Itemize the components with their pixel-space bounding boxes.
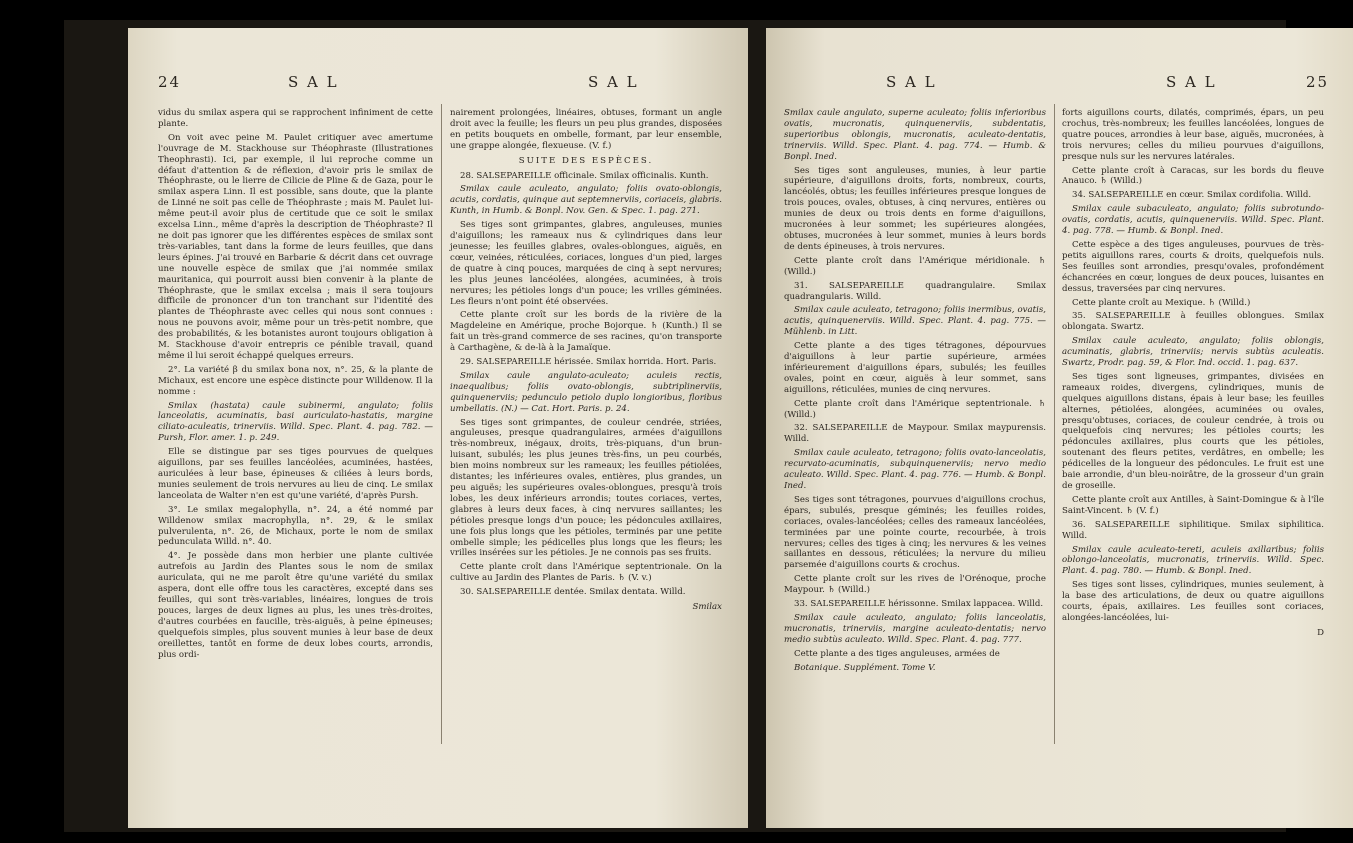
paragraph: On voit avec peine M. Paulet critiquer avec amertume l'ouvrage de M. Stackhouse sur Théophraste (Illustrationes Theophrasti). Ici, par exemple, il lui reproche comme un défaut d'attention & de réflexion, d'avoir pris le smilax de Théophraste, ou le lierre de Cilicie de Pline & de Gaza, pour le smilax aspera Linn. Il est possible, sans doute, que la plante de Linné ne soit pas celle de Théophraste ; mais M. Paulet lui-même peut-il avoir plus de certitude que ce soit le smilax excelsa Linn., même d'après la description de Théophraste? Il ne doit pas ignorer que les différentes espèces de smilax sont très-variables, tant dans la forme de leurs feuilles, que dans leurs épines. J'ai trouvé en Barbarie & décrit dans cet ouvrage une nouvelle espèce de smilax que j'ai nommée smilax mauritanica, qui pourroit aussi bien convenir à la plante de Théophraste, que le smilax excelsa ; mais il sera toujours difficile de prononcer d'un ton tranchant sur l'identité des plantes de Théophraste avec celles qui nous sont connues : nous ne pouvons avoir, même pour un très-petit nombre, que des probabilités, & les botanistes auront toujours obligation à M. Stackhouse d'avoir entrepris ce pénible travail, quand même il lui seroit échappé quelques erreurs.: [158, 132, 433, 361]
paragraph: forts aiguillons courts, dilatés, comprimés, épars, un peu crochus, très-nombreux; les feuilles lancéolées, longues de quatre pouces, arrondies à leur base, aiguës, mucronées, à trois nervures; celles du milieu pourvues d'aiguillons, presque nuls sur les nervures latérales.: [1062, 108, 1324, 162]
species-heading: 36. SALSEPAREILLE siphilitique. Smilax siphilitica. Willd.: [1062, 519, 1324, 541]
species-diagnosis: Smilax caule subaculeato, angulato; foliis subrotundo-ovatis, cordatis, acutis, quinquenerviis. Willd. Spec. Plant. 4. pag. 778. — Humb. & Bonpl. Ined.: [1062, 204, 1324, 237]
species-heading: 28. SALSEPAREILLE officinale. Smilax officinalis. Kunth.: [460, 170, 709, 181]
column-divider: [441, 104, 442, 744]
paragraph: 2°. La variété β du smilax bona nox, n°. 25, & la plante de Michaux, est encore une espèce distincte pour Willdenow. Il la nomme :: [158, 364, 433, 397]
paragraph: Cette plante croît dans l'Amérique septentrionale. On la cultive au Jardin des Plantes de Paris. ♄ (V. v.): [450, 562, 722, 584]
paragraph: Elle se distingue par ses tiges pourvues de quelques aiguillons, par ses feuilles lancéolées, acuminées, hastées, auriculées à leur base, épineuses & ciliées à leurs bords, munies seulement de trois nervures au lieu de cinq. Le smilax lanceolata de Walter n'en est qu'une variété, d'après Pursh.: [158, 447, 433, 501]
left-column-1: [158, 108, 433, 663]
open-book: [64, 20, 1330, 832]
species-heading: 33. SALSEPAREILLE hérissonne. Smilax lappacea. Willd.: [794, 599, 1044, 610]
paragraph: Cette espèce a des tiges anguleuses, pourvues de très-petits aiguillons rares, courts & droits, quelquefois nuls. Ses feuilles sont arrondies, presqu'ovales, profondément échancrées en cœur, longues de deux pouces, luisantes en dessus, traversées par cinq nervures.: [1062, 239, 1324, 294]
column-divider: [1054, 104, 1055, 744]
species-diagnosis: Smilax caule aculeato, tetragono; foliis inermibus, ovatis, acutis, quinquenerviis. Willd. Spec. Plant. 4. pag. 775. — Mühlenb. in Litt.: [784, 305, 1046, 338]
paragraph: Ses tiges sont anguleuses, munies, à leur partie supérieure, d'aiguillons droits, forts, nombreux, courts, lancéolés, obtus; les feuilles inférieures presque longues de trois pouces, ovales, obtuses, à cinq nervures, entières ou munies de deux ou trois dents en forme d'aiguillons, mucronées à leur sommet; les supérieures alongées, obtuses, mucronées à leur sommet, munies à leurs bords de dents épineuses, à trois nervures.: [784, 165, 1046, 252]
paragraph: Cette plante croît au Mexique. ♄ (Willd.): [1072, 297, 1251, 308]
catchword: Smilax: [692, 602, 722, 613]
paragraph: Cette plante croît aux Antilles, à Saint-Domingue & à l'île Saint-Vincent. ♄ (V. f.): [1062, 494, 1324, 516]
signature-line: Botanique. Supplément. Tome V.: [794, 662, 936, 673]
right-header-right: S A L: [1166, 73, 1217, 91]
species-diagnosis: Smilax caule angulato, superne aculeato; foliis inferioribus ovatis, mucronatis, quinquenerviis, subdentatis, superioribus oblongis, mucronatis, aculeato-dentatis, trinerviis. Willd. Spec. Plant. 4. pag. 774. — Humb. & Bonpl. Ined.: [784, 108, 1046, 162]
paragraph: Ses tiges sont tétragones, pourvues d'aiguillons crochus, épars, subulés, presque géminés; les feuilles roides, coriaces, ovales-lancéolées; celles des rameaux lancéolées, terminées par une pointe courte, recourbée, à trois nervures; celles des tiges à cinq; les nervures & les veines saillantes en dessous, réticulées; la nervure du milieu parsemée d'aiguillons courts & crochus.: [784, 494, 1046, 571]
paragraph: 3°. Le smilax megalophylla, n°. 24, a été nommé par Willdenow smilax macrophylla, n°. 29, & le smilax pulverulenta, n°. 26, de Michaux, porte le nom de smilax pedunculata Willd. n°. 40.: [158, 504, 433, 548]
right-column-1: [784, 108, 1046, 677]
right-page: [766, 28, 1353, 828]
paragraph: Cette plante croît sur les rives de l'Orénoque, proche Maypour. ♄ (Willd.): [784, 574, 1046, 596]
paragraph: Cette plante croît à Caracas, sur les bords du fleuve Anauco. ♄ (Willd.): [1062, 165, 1324, 187]
species-diagnosis: Smilax caule angulato-aculeato; aculeis rectis, inaequalibus; foliis ovato-oblongis, subtriplinerviis, quinquenerviis; pedunculo petiolo duplo longioribus, floribus umbellatis. (N.) — Cat. Hort. Paris. p. 24.: [450, 370, 722, 414]
section-heading: SUITE DES ESPÈCES.: [518, 155, 654, 166]
paragraph: Cette plante croît dans l'Amérique méridionale. ♄ (Willd.): [784, 255, 1046, 277]
paragraph: Cette plante a des tiges tétragones, dépourvues d'aiguillons à leur partie supérieure, armées inférieurement d'aiguillons épars, subulés; les feuilles ovales, point en cœur, aiguës à leur sommet, sans aiguillons, réticulées, munies de cinq nervures.: [784, 341, 1046, 395]
species-diagnosis: Smilax caule aculeato, angulato; foliis lanceolatis, mucronatis, trinerviis, margine aculeato-dentatis; nervo medio subtùs aculeato. Willd. Spec. Plant. 4. pag. 777.: [784, 612, 1046, 645]
paragraph: nairement prolongées, linéaires, obtuses, formant un angle droit avec la feuille; les fleurs un peu plus grandes, disposées en petits bouquets en ombelle, formant, par leur ensemble, une grappe alongée, flexueuse. (V. f.): [450, 108, 722, 151]
right-page-number: 25: [1306, 73, 1330, 91]
paragraph: Cette plante croît sur les bords de la rivière de la Magdeleine en Amérique, proche Bojorque. ♄ (Kunth.) Il se fait un très-grand commerce de ses racines, qu'on transporte à Carthagène, & de-là à la Jamaïque.: [450, 310, 722, 354]
species-diagnosis: Smilax caule aculeato, angulato; foliis ovato-oblongis, acutis, cordatis, quinque aut septemnerviis, coriaceis, glabris. Kunth, in Humb. & Bonpl. Nov. Gen. & Spec. 1. pag. 271.: [450, 184, 722, 217]
paragraph: Ses tiges sont grimpantes, de couleur cendrée, striées, anguleuses, presque quadrangulaires, armées d'aiguillons très-nombreux, inégaux, droits, très-piquans, d'un brun-luisant, subulés; les plus jeunes très-fins, un peu courbés, bien moins nombreux sur les rameaux; les feuilles pétiolées, distantes; les inférieures ovales, entières, plus grandes, un peu aiguës; les supérieures ovales-oblongues, presqu'à trois lobes, les deux inférieurs arrondis; toutes coriaces, vertes, glabres à leurs deux faces, à cinq nervures saillantes; les pétioles presque longs d'un pouce; les pédoncules axillaires, une fois plus longs que les pétioles, terminés par une petite ombelle simple; les pédicelles plus longs que les fleurs; les vrilles insérées sur les pétioles. Je ne connois pas ses fruits.: [450, 417, 722, 559]
paragraph: Ses tiges sont lisses, cylindriques, munies seulement, à la base des articulations, de deux ou quatre aiguillons courts, épais, axillaires. Les feuilles sont coriaces, alongées-lancéolées, lui-: [1062, 580, 1324, 623]
species-heading: 32. SALSEPAREILLE de Maypour. Smilax maypurensis. Willd.: [784, 423, 1046, 445]
species-diagnosis: Smilax caule aculeato, tetragono; foliis ovato-lanceolatis, recurvato-acuminatis, subquinquenerviis; nervo medio aculeato. Willd. Spec. Plant. 4. pag. 776. — Humb. & Bonpl. Ined.: [784, 448, 1046, 491]
paragraph: Cette plante croît dans l'Amérique septentrionale. ♄ (Willd.): [784, 398, 1046, 420]
paragraph: Cette plante a des tiges anguleuses, armées de: [794, 648, 1000, 659]
species-heading: 31. SALSEPAREILLE quadrangulaire. Smilax quadrangularis. Willd.: [784, 280, 1046, 302]
species-heading: 29. SALSEPAREILLE hérissée. Smilax horrida. Hort. Paris.: [460, 357, 717, 368]
species-heading: 35. SALSEPAREILLE à feuilles oblongues. Smilax oblongata. Swartz.: [1062, 311, 1324, 333]
left-header-right: S A L: [588, 73, 639, 91]
species-heading: 34. SALSEPAREILLE en cœur. Smilax cordifolia. Willd.: [1072, 190, 1312, 201]
right-header-left: S A L: [886, 73, 937, 91]
left-page-number: 24: [158, 73, 182, 91]
species-diagnosis: Smilax caule aculeato, angulato; foliis oblongis, acuminatis, glabris, trinerviis; nervis subtùs aculeatis. Swartz, Prodr. pag. 59, & Flor. Ind. occid. 1. pag. 637.: [1062, 336, 1324, 369]
signature-letter: D: [1317, 627, 1324, 638]
paragraph: Ses tiges sont ligneuses, grimpantes, divisées en rameaux roides, divergens, cylindriques, munis de quelques aiguillons distans, épais à leur base; les feuilles alternes, pétiolées, alongées, acuminées ou ovales, presqu'obtuses, coriaces, de couleur cendrée, à trois ou quelquefois cinq nervures; les pétioles courts; les pédoncules axillaires, plus courts que les pétioles, soutenant des fleurs petites, verdâtres, en ombelle; les pédicelles de la longueur des pédoncules. Le fruit est une baie arrondie, d'un bleu-noirâtre, de la grosseur d'un grain de groseille.: [1062, 371, 1324, 491]
species-diagnosis: Smilax caule aculeato-tereti, aculeis axillaribus; foliis oblongo-lanceolatis, mucronatis, trinerviis. Willd. Spec. Plant. 4. pag. 780. — Humb. & Bonpl. Ined.: [1062, 544, 1324, 577]
species-heading: 30. SALSEPAREILLE dentée. Smilax dentata. Willd.: [460, 587, 686, 598]
left-page: [128, 28, 748, 828]
left-column-2: [450, 108, 722, 616]
paragraph: vidus du smilax aspera qui se rapprochent infiniment de cette plante.: [158, 108, 433, 129]
paragraph: 4°. Je possède dans mon herbier une plante cultivée autrefois au Jardin des Plantes sous le nom de smilax auriculata, qui ne me paroît être qu'une variété du smilax aspera, dont elle offre tous les caractères, excepté dans ses feuilles, qui sont très-variables, linéaires, longues de trois pouces, larges de deux lignes au plus, les unes très-droites, d'autres courbées en faucille, très-aiguës, à peine épineuses; quelquefois simples, plus souvent munies à leur base de deux oreillettes, tantôt en forme de deux lobes courts, arrondis, plus ordi-: [158, 551, 433, 660]
right-column-2: [1062, 108, 1324, 642]
paragraph: Ses tiges sont grimpantes, glabres, anguleuses, munies d'aiguillons; les rameaux nus & cylindriques dans leur jeunesse; les feuilles glabres, ovales-oblongues, aiguës, en cœur, veinées, réticulées, coriaces, longues d'un pied, larges de quatre à cinq pouces, marquées de cinq à sept nervures; les plus jeunes lancéolées, alongées, acuminées, à trois nervures; les pétioles longs d'un pouce; les vrilles géminées. Les fleurs n'ont point été observées.: [450, 220, 722, 307]
left-header-left: S A L: [288, 73, 339, 91]
species-diagnosis: Smilax (hastata) caule subinermi, angulato; foliis lanceolatis, acuminatis, basi auriculato-hastatis, margine ciliato-aculeatis, trinerviis. Willd. Spec. Plant. 4. pag. 782. — Pursh, Flor. amer. 1. p. 249.: [158, 400, 433, 444]
